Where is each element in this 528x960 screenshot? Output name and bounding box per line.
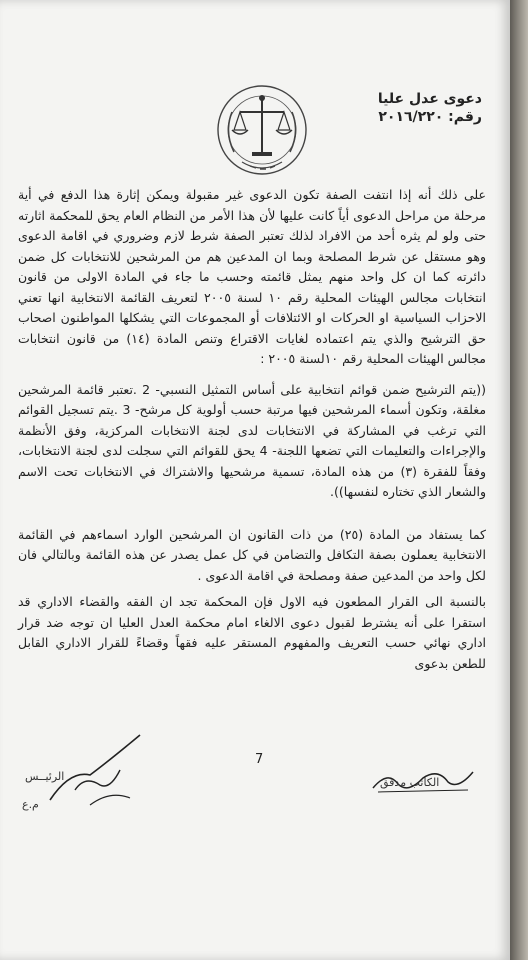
document-code: م.ع — [22, 798, 39, 811]
document-header — [0, 82, 510, 182]
quoted-article-14: ((يتم الترشيح ضمن قوائم انتخابية على أساس التمثيل النسبي- 2 .تعتبر قائمة المرشحين مغلقة، وتكون أسماء المرشحين فيها مرتبة حسب أولوية كل مرشح- 3 .يتم تسجيل القوائم التي ترغب في المشاركة في الانتخابات لدى لجنة الانتخابات المركزية، وفق الأنظمة والإجراءات والتعليمات التي تضعها اللجنة- 4 يحق للقوائم التي سجلت لدى لجنة الانتخابات، وفقاً للفقرة (٣) من هذه المادة، تسمية مرشحيها والاشتراك في الانتخابات تحت الاسم والشعار الذي تختاره لنفسها)). — [18, 381, 487, 499]
president-label: الرئيــس — [25, 770, 65, 783]
case-title: دعوى عدل عليا — [377, 91, 482, 107]
document-body — [18, 185, 486, 674]
binder-edge — [510, 0, 528, 960]
paragraph-standing: على ذلك أنه إذا انتفت الصفة تكون الدعوى غير مقبولة ويمكن إثارة هذا الدفع في أية مرحلة من مراحل الدعوى أياً كانت عليها لأن هذا الأمر من النظام العام يحق للمحكمة اثارته حتى ولو لم يثره أحد من الافراد لذلك تعتبر الصفة شرط لازم وضروري في اقامة الدعوى وهو مستقل عن شرط المصلحة وبما ان المدعين هم من المرشحين للانتخابات كل ضمن دائرته كما ان كل واحد منهم يمثل قائمته وحسب ما جاء في المادة الاولى من قانون انتخابات مجالس الهيئات المحلية رقم ١٠ لسنة ٢٠٠٥ لتعريف القائمة الانتخابية انها تعني الاحزاب السياسية او الحركات او الائتلافات أو المجموعات التي يشكلها المواطنون اصحاب حق الترشيح والذي يتم اعتماده لغايات الاقتراع وتنص المادة (١٤) من قانون انتخابات مجالس الهيئات المحلية رقم ١٠لسنة ٢٠٠٥ : — [18, 187, 486, 366]
paragraph-contested-decision: بالنسبة الى القرار المطعون فيه الاول فإن المحكمة تجد ان الفقه والقضاء الاداري قد استقرا على أنه يشترط لقبول دعوى الالغاء امام محكمة العدل العليا ان توجه ضد قرار اداري نهائي حسب التعريف والمفهوم المستقر عليه فقهاً وقضاءً للقرار الاداري القابل للطعن بدعوى — [18, 594, 486, 671]
judiciary-scales-emblem-icon — [212, 82, 312, 178]
case-number: رقم: ٢٠١٦/٢٢٠ — [378, 109, 482, 125]
case-info — [378, 90, 482, 126]
paragraph-article-25: كما يستفاد من المادة (٢٥) من ذات القانون ان المرشحين الوارد اسماءهم في القائمة الانتخابية يعملون بصفة التكافل والتضامن في كل عمل يصدر عن هذه القائمة وبالتالي فان لكل واحد من المدعين صفة ومصلحة في اقامة الدعوى . — [18, 526, 487, 583]
page-number: 7 — [255, 752, 264, 767]
clerk-label: الكاتب مدقق — [380, 776, 440, 789]
